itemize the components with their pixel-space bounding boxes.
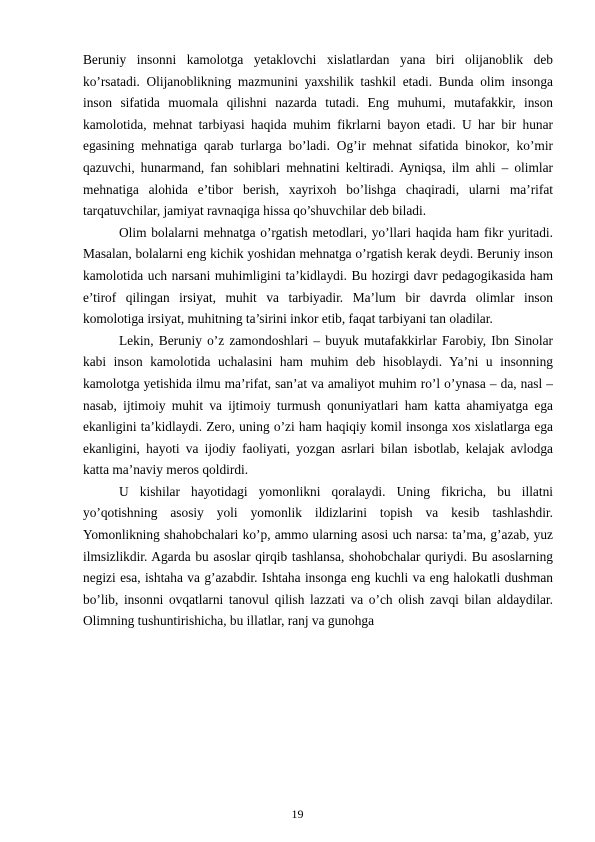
page-number: 19	[291, 807, 304, 821]
paragraph-yomonlik: U kishilar hayotidagi yomonlikni qoralaydi. Uning fikricha, bu illatni yo’qotishning asosiy yoli yomonlik ildizlarini topish va kesib tashlashdir. Yomonlikning shahobchalari ko’p, ammo ularning asosi uch narsa: ta’ma, g’azab, yuz ilmsizlikdir. Agarda bu asoslar qirqib tashlansa, shohobchalar quriydi. Bu asoslarning negizi esa, ishtaha va g’azabdir. Ishtaha insonga eng kuchli va eng halokatli dushman bo’lib, insonni ovqatlarni tanovul qilish lazzati va o’ch olish zavqi bilan aldaydilar. Olimning tushuntirishicha, bu illatlar, ranj va gunohga	[83, 483, 553, 629]
paragraph-inson-kamoloti: Lekin, Beruniy o’z zamondoshlari – buyuk mutafakkirlar Farobiy, Ibn Sinolar kabi inson kamolotida uchalasini ham muhim deb hisoblaydi. Ya’ni u insonning kamolotga yetishida ilmu ma’rifat, san’at va amaliyot muhim ro’l o’ynasa – da, nasl – nasab, ijtimoiy muhit va ijtimoiy turmush qonuniyatlari ham katta ahamiyatga ega ekanligini ta’kidlaydi. Zero, uning o’zi ham haqiqiy komil insonga xos xislatlarga ega ekanligini, hayoti va ijodiy faoliyati, yozgan asrlari bilan isbotlab, kelajak avlodga katta ma’naviy meros qoldirdi.	[83, 332, 553, 478]
paragraph-olijanoblik: Beruniy insonni kamolotga yetaklovchi xislatlardan yana biri olijanoblik deb ko’rsatadi. Olijanoblikning mazmunini yaxshilik tashkil etadi. Bunda olim insonga inson sifatida muomala qilishni nazarda tutadi. Eng muhumi, mutafakkir, inson kamolotida, mehnat tarbiyasi haqida muhim fikrlarni bayon etadi. U har bir hunar egasining mehnatiga qarab turlarga bo’ladi. Og’ir mehnat sifatida binokor, ko’mir qazuvchi, hunarmand, fan sohiblari mehnatini keltiradi. Ayniqsa, ilm ahli – olimlar mehnatiga alohida e’tibor berish, xayrixoh bo’lishga chaqiradi, ularni ma’rifat tarqatuvchilar, jamiyat ravnaqiga hissa qo’shuvchilar deb biladi.	[83, 52, 553, 219]
body-text	[83, 49, 553, 632]
paragraph-mehnat-tarbiyasi: Olim bolalarni mehnatga o’rgatish metodlari, yo’llari haqida ham fikr yuritadi. Masalan, bolalarni eng kichik yoshidan mehnatga o’rgatish kerak deydi. Beruniy inson kamolotida uch narsani muhimligini ta’kidlaydi. Bu hozirgi davr pedagogikasida ham e’tirof qilingan irsiyat, muhit va tarbiyadir. Ma’lum bir davrda olimlar inson komolotiga irsiyat, muhitning ta’sirini inkor etib, faqat tarbiyani tan oladilar.	[83, 224, 553, 327]
